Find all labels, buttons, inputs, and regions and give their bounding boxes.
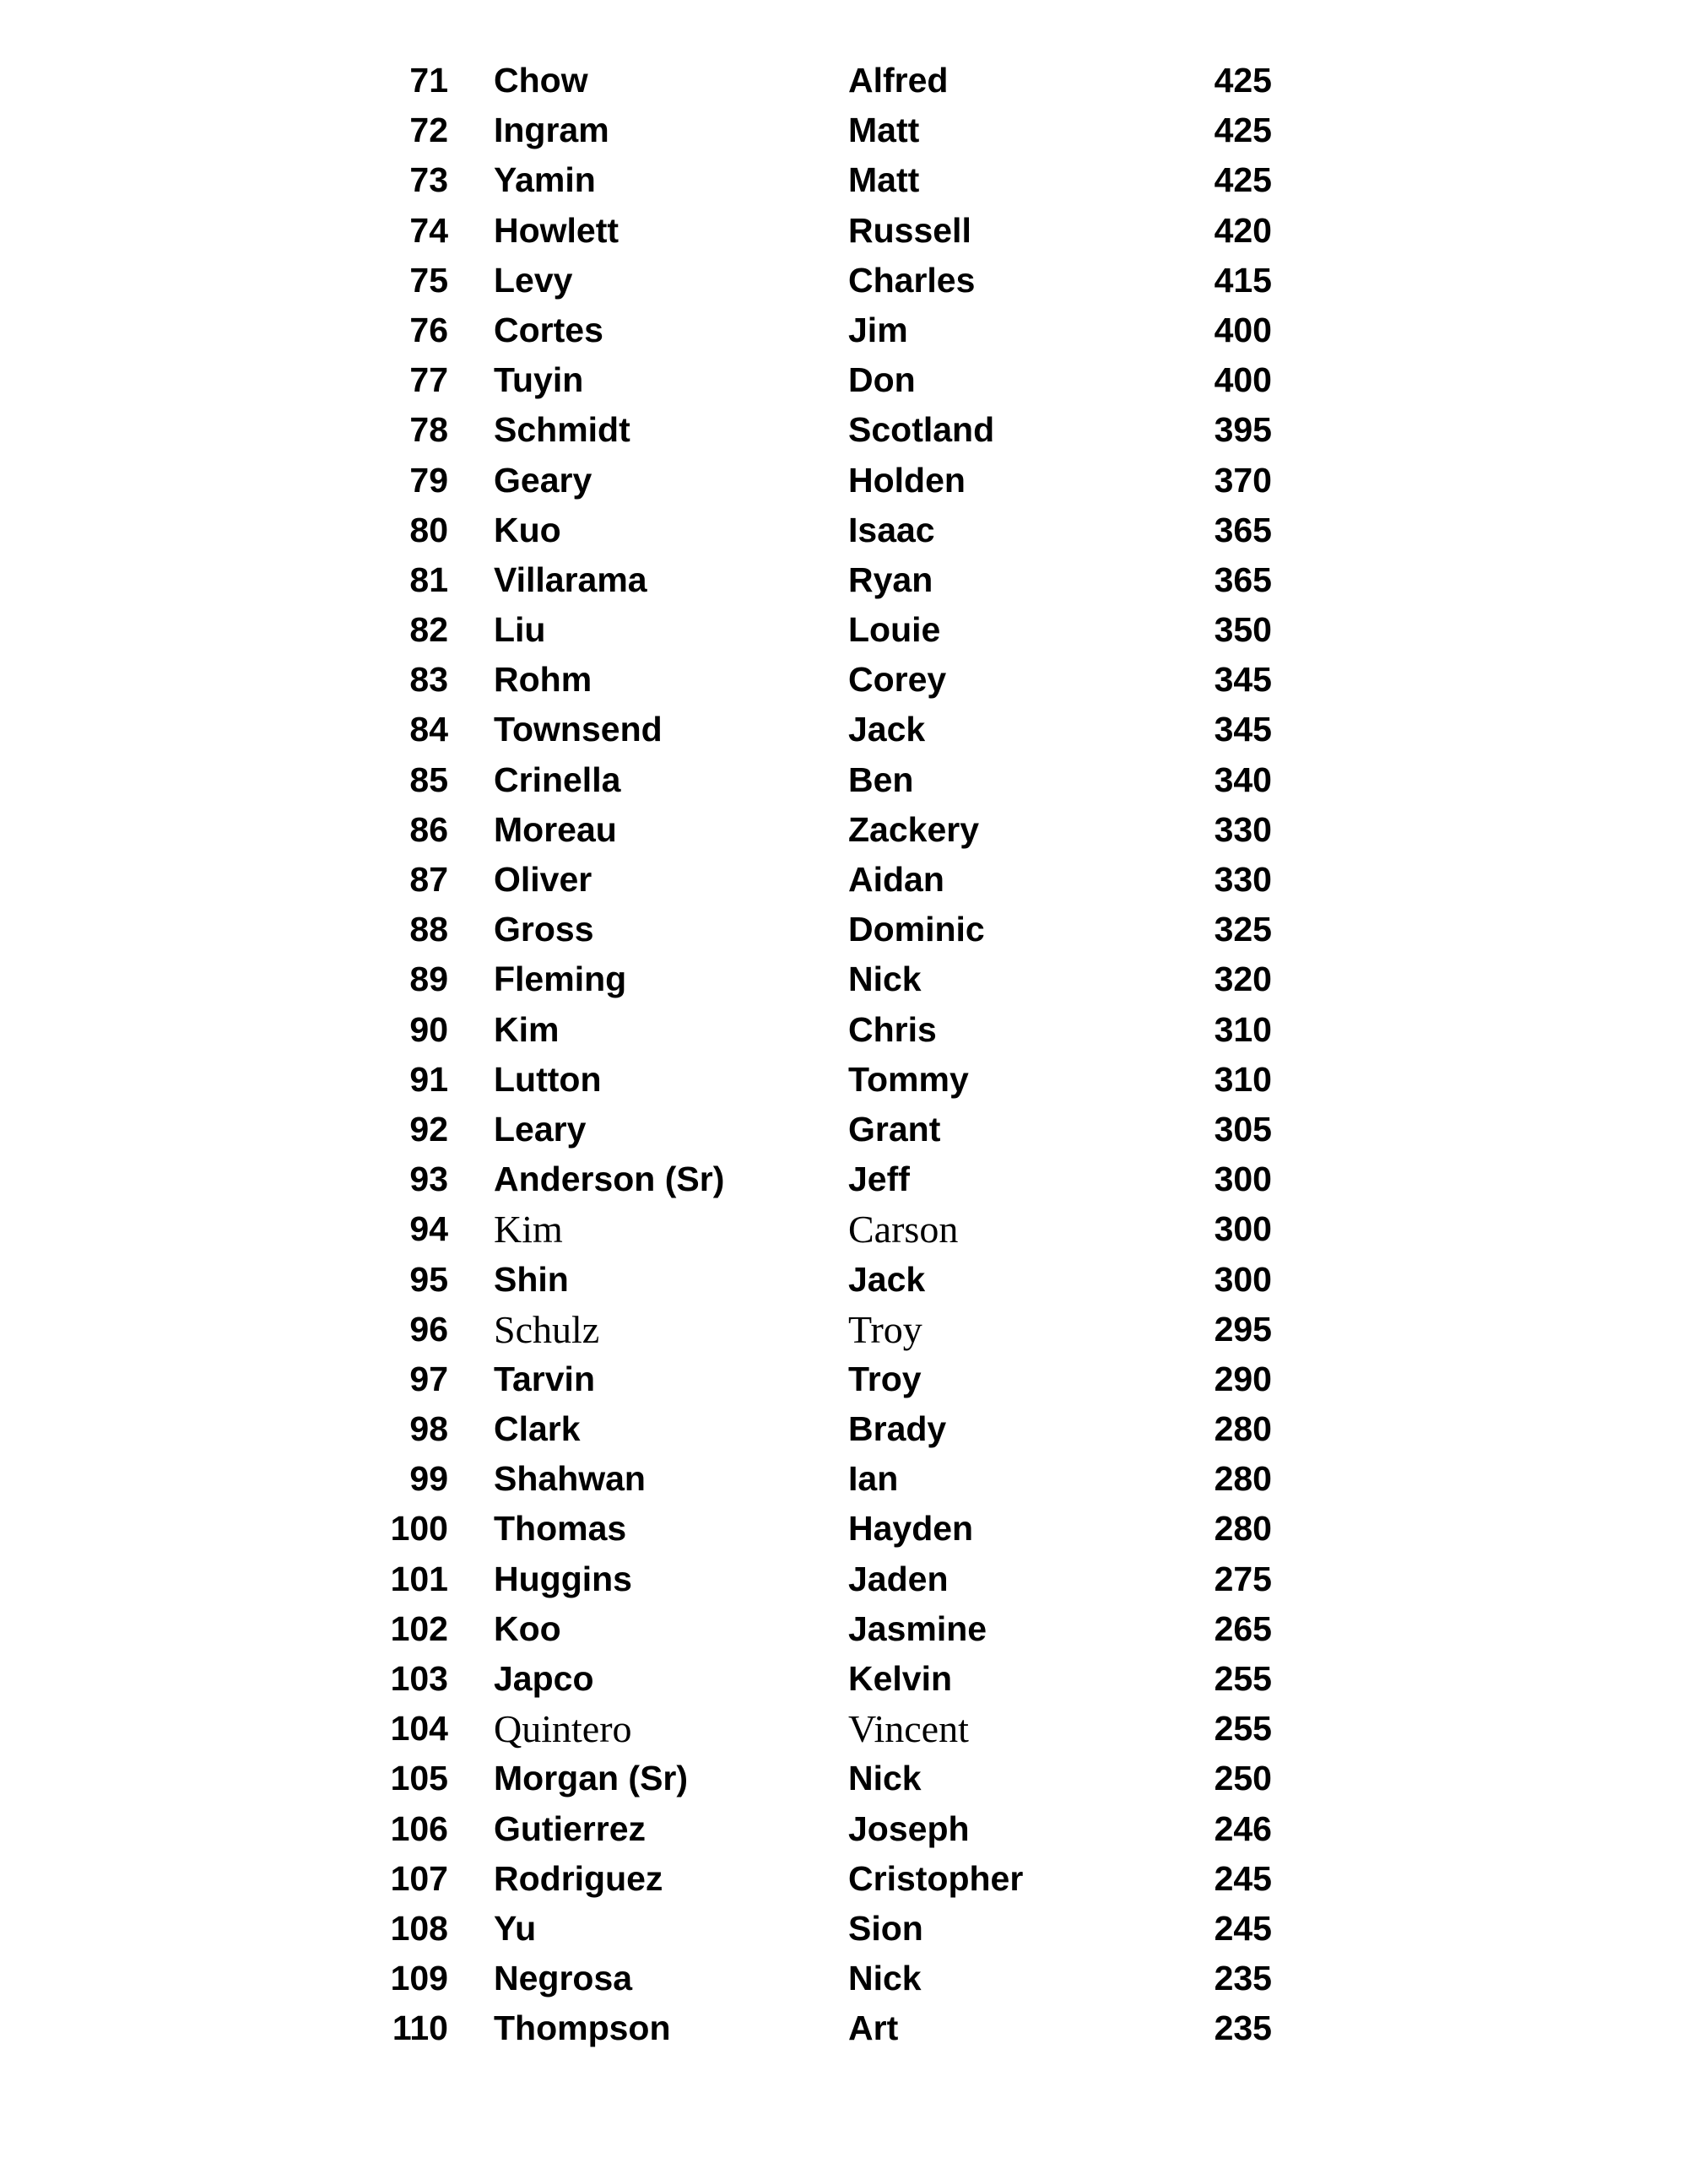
table-row: [0, 1404, 1688, 1454]
score: 246: [1214, 1808, 1272, 1848]
last-name: Yamin: [494, 160, 596, 200]
rank: 108: [390, 1908, 448, 1948]
rank: 78: [409, 410, 448, 450]
score: 265: [1214, 1608, 1272, 1648]
score: 300: [1214, 1160, 1272, 1199]
first-name: Carson: [848, 1208, 959, 1251]
first-name: Jack: [848, 1259, 926, 1299]
rank: 96: [409, 1309, 448, 1349]
rank: 107: [390, 1858, 448, 1898]
last-name: Oliver: [494, 860, 592, 899]
rank: 72: [409, 111, 448, 150]
table-row: [0, 1704, 1688, 1754]
last-name: Levy: [494, 260, 573, 300]
score: 280: [1214, 1459, 1272, 1499]
score: 320: [1214, 960, 1272, 999]
last-name: Howlett: [494, 210, 619, 250]
score: 300: [1214, 1209, 1272, 1249]
rank: 102: [390, 1608, 448, 1648]
last-name: Townsend: [494, 710, 663, 749]
rank: 76: [409, 310, 448, 349]
table-row: [0, 1554, 1688, 1604]
score: 365: [1214, 510, 1272, 549]
score: 250: [1214, 1759, 1272, 1798]
score: 395: [1214, 410, 1272, 450]
table-row: [0, 256, 1688, 305]
first-name: Ben: [848, 760, 914, 799]
last-name: Anderson (Sr): [494, 1160, 725, 1199]
last-name: Rohm: [494, 660, 592, 700]
last-name: Rodriguez: [494, 1858, 663, 1898]
first-name: Ryan: [848, 560, 933, 599]
score: 415: [1214, 260, 1272, 300]
score: 370: [1214, 460, 1272, 500]
table-row: [0, 1454, 1688, 1504]
last-name: Gross: [494, 910, 594, 949]
last-name: Quintero: [494, 1707, 632, 1751]
score: 290: [1214, 1359, 1272, 1398]
table-row: [0, 505, 1688, 555]
first-name: Nick: [848, 1759, 922, 1798]
rank: 74: [409, 210, 448, 250]
score: 325: [1214, 910, 1272, 949]
ranking-list: [0, 56, 1688, 2054]
first-name: Corey: [848, 660, 947, 700]
table-row: [0, 1904, 1688, 1954]
first-name: Nick: [848, 960, 922, 999]
table-row: [0, 905, 1688, 954]
rank: 79: [409, 460, 448, 500]
first-name: Dominic: [848, 910, 985, 949]
score: 245: [1214, 1908, 1272, 1948]
table-row: [0, 605, 1688, 655]
score: 425: [1214, 160, 1272, 200]
last-name: Negrosa: [494, 1959, 633, 1998]
first-name: Chris: [848, 1009, 937, 1049]
first-name: Alfred: [848, 61, 949, 100]
table-row: [0, 1954, 1688, 2003]
last-name: Schmidt: [494, 410, 630, 450]
first-name: Troy: [848, 1359, 922, 1398]
first-name: Tommy: [848, 1059, 969, 1099]
score: 280: [1214, 1409, 1272, 1449]
table-row: [0, 755, 1688, 805]
last-name: Moreau: [494, 809, 617, 849]
last-name: Leary: [494, 1109, 587, 1149]
first-name: Russell: [848, 210, 971, 250]
table-row: [0, 1154, 1688, 1204]
score: 245: [1214, 1858, 1272, 1898]
table-row: [0, 855, 1688, 905]
table-row: [0, 456, 1688, 505]
first-name: Jaden: [848, 1559, 949, 1598]
last-name: Morgan (Sr): [494, 1759, 689, 1798]
score: 400: [1214, 360, 1272, 400]
rank: 110: [392, 2008, 448, 2048]
last-name: Thompson: [494, 2008, 671, 2048]
rank: 97: [409, 1359, 448, 1398]
rank: 103: [390, 1659, 448, 1698]
first-name: Grant: [848, 1109, 941, 1149]
rank: 99: [409, 1459, 448, 1499]
last-name: Geary: [494, 460, 592, 500]
rank: 81: [409, 560, 448, 599]
table-row: [0, 555, 1688, 605]
table-row: [0, 56, 1688, 105]
rank: 109: [390, 1959, 448, 1998]
first-name: Matt: [848, 111, 920, 150]
rank: 90: [409, 1009, 448, 1049]
table-row: [0, 805, 1688, 855]
score: 345: [1214, 660, 1272, 700]
table-row: [0, 1854, 1688, 1904]
first-name: Don: [848, 360, 916, 400]
last-name: Crinella: [494, 760, 621, 799]
first-name: Hayden: [848, 1509, 974, 1549]
table-row: [0, 1005, 1688, 1055]
score: 295: [1214, 1309, 1272, 1349]
rank: 86: [409, 809, 448, 849]
first-name: Jack: [848, 710, 926, 749]
first-name: Louie: [848, 610, 941, 650]
first-name: Cristopher: [848, 1858, 1024, 1898]
rank: 88: [409, 910, 448, 949]
last-name: Clark: [494, 1409, 581, 1449]
score: 310: [1214, 1059, 1272, 1099]
last-name: Ingram: [494, 111, 609, 150]
table-row: [0, 1105, 1688, 1154]
score: 305: [1214, 1109, 1272, 1149]
rank: 91: [409, 1059, 448, 1099]
rank: 106: [390, 1808, 448, 1848]
table-row: [0, 1754, 1688, 1803]
score: 280: [1214, 1509, 1272, 1549]
score: 330: [1214, 809, 1272, 849]
table-row: [0, 1504, 1688, 1554]
rank: 100: [390, 1509, 448, 1549]
score: 425: [1214, 111, 1272, 150]
first-name: Jim: [848, 310, 908, 349]
table-row: [0, 355, 1688, 405]
first-name: Joseph: [848, 1808, 970, 1848]
rank: 75: [409, 260, 448, 300]
rank: 83: [409, 660, 448, 700]
rank: 85: [409, 760, 448, 799]
first-name: Zackery: [848, 809, 980, 849]
last-name: Tarvin: [494, 1359, 595, 1398]
last-name: Cortes: [494, 310, 603, 349]
first-name: Brady: [848, 1409, 947, 1449]
last-name: Shin: [494, 1259, 569, 1299]
first-name: Matt: [848, 160, 920, 200]
table-row: [0, 1255, 1688, 1305]
table-row: [0, 105, 1688, 155]
rank: 94: [409, 1209, 448, 1249]
last-name: Japco: [494, 1659, 594, 1698]
last-name: Lutton: [494, 1059, 602, 1099]
last-name: Kim: [494, 1009, 560, 1049]
first-name: Aidan: [848, 860, 944, 899]
table-row: [0, 155, 1688, 205]
first-name: Scotland: [848, 410, 995, 450]
score: 235: [1214, 2008, 1272, 2048]
first-name: Ian: [848, 1459, 899, 1499]
first-name: Isaac: [848, 510, 935, 549]
rank: 73: [409, 160, 448, 200]
first-name: Holden: [848, 460, 966, 500]
first-name: Jasmine: [848, 1608, 987, 1648]
score: 345: [1214, 710, 1272, 749]
first-name: Nick: [848, 1959, 922, 1998]
score: 310: [1214, 1009, 1272, 1049]
score: 300: [1214, 1259, 1272, 1299]
score: 340: [1214, 760, 1272, 799]
last-name: Shahwan: [494, 1459, 646, 1499]
rank: 80: [409, 510, 448, 549]
table-row: [0, 655, 1688, 705]
score: 275: [1214, 1559, 1272, 1598]
rank: 93: [409, 1160, 448, 1199]
last-name: Thomas: [494, 1509, 627, 1549]
score: 400: [1214, 310, 1272, 349]
first-name: Art: [848, 2008, 899, 2048]
last-name: Villarama: [494, 560, 647, 599]
score: 235: [1214, 1959, 1272, 1998]
table-row: [0, 1204, 1688, 1254]
score: 255: [1214, 1659, 1272, 1698]
last-name: Koo: [494, 1608, 561, 1648]
rank: 104: [390, 1709, 448, 1749]
score: 350: [1214, 610, 1272, 650]
rank: 98: [409, 1409, 448, 1449]
table-row: [0, 1804, 1688, 1854]
first-name: Jeff: [848, 1160, 910, 1199]
table-row: [0, 1354, 1688, 1404]
last-name: Schulz: [494, 1307, 600, 1351]
rank: 84: [409, 710, 448, 749]
rank: 82: [409, 610, 448, 650]
score: 365: [1214, 560, 1272, 599]
table-row: [0, 305, 1688, 355]
last-name: Chow: [494, 61, 588, 100]
rank: 95: [409, 1259, 448, 1299]
first-name: Charles: [848, 260, 976, 300]
last-name: Huggins: [494, 1559, 632, 1598]
first-name: Vincent: [848, 1707, 969, 1751]
score: 255: [1214, 1709, 1272, 1749]
rank: 105: [390, 1759, 448, 1798]
rank: 89: [409, 960, 448, 999]
first-name: Kelvin: [848, 1659, 953, 1698]
first-name: Sion: [848, 1908, 923, 1948]
table-row: [0, 1305, 1688, 1354]
score: 420: [1214, 210, 1272, 250]
table-row: [0, 206, 1688, 256]
last-name: Yu: [494, 1908, 537, 1948]
last-name: Fleming: [494, 960, 627, 999]
last-name: Kim: [494, 1208, 563, 1251]
table-row: [0, 1055, 1688, 1105]
table-row: [0, 405, 1688, 455]
rank: 87: [409, 860, 448, 899]
first-name: Troy: [848, 1307, 922, 1351]
table-row: [0, 954, 1688, 1004]
table-row: [0, 1604, 1688, 1654]
last-name: Gutierrez: [494, 1808, 646, 1848]
last-name: Tuyin: [494, 360, 584, 400]
score: 425: [1214, 61, 1272, 100]
table-row: [0, 705, 1688, 754]
table-row: [0, 1654, 1688, 1704]
rank: 71: [409, 61, 448, 100]
last-name: Liu: [494, 610, 546, 650]
table-row: [0, 2003, 1688, 2053]
rank: 77: [409, 360, 448, 400]
score: 330: [1214, 860, 1272, 899]
rank: 101: [390, 1559, 448, 1598]
rank: 92: [409, 1109, 448, 1149]
last-name: Kuo: [494, 510, 561, 549]
